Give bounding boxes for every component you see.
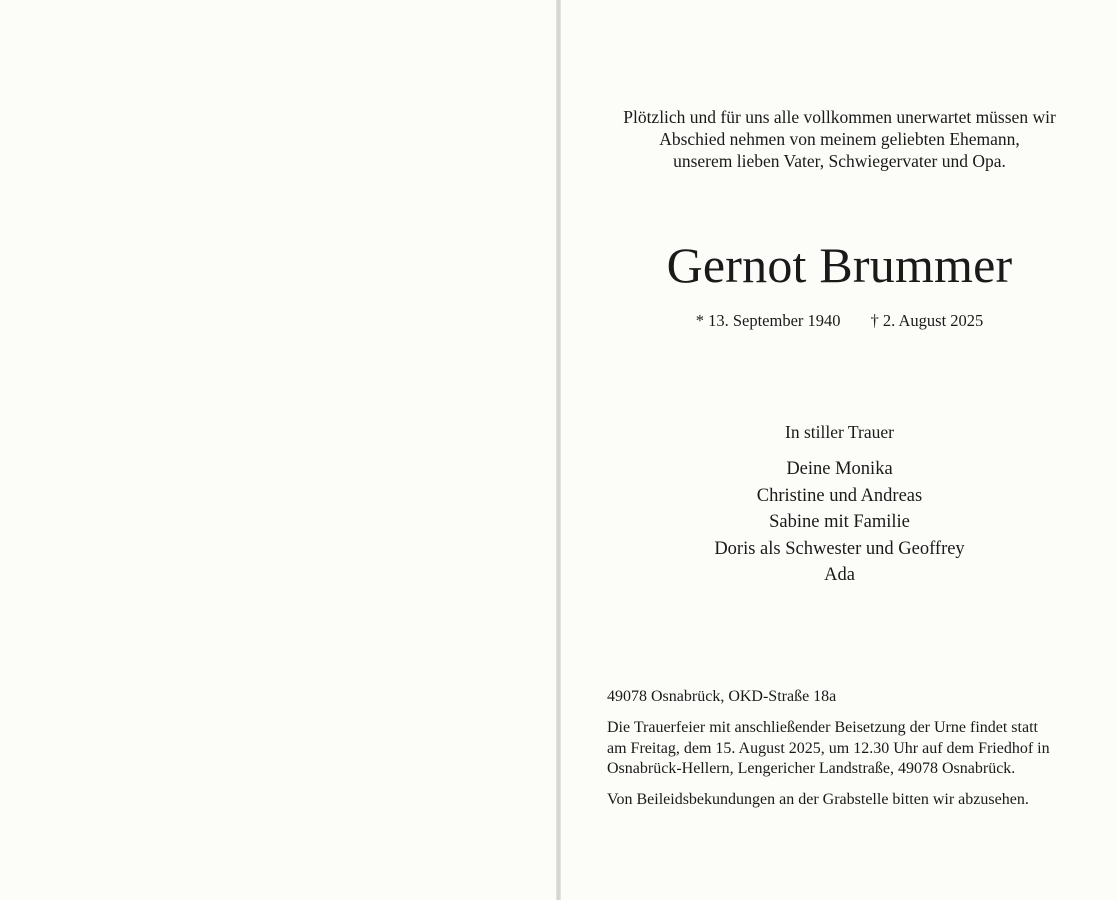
obituary-page bbox=[561, 0, 1118, 900]
mourner-name: Ada bbox=[824, 565, 855, 586]
intro-line: Plötzlich und für uns alle vollkommen unerwartet müssen wir bbox=[623, 107, 1056, 127]
mourner-name: Sabine mit Familie bbox=[769, 512, 910, 533]
birth-date: * 13. September 1940 bbox=[695, 311, 841, 330]
left-page bbox=[0, 0, 556, 900]
mourners-list bbox=[561, 456, 1118, 589]
intro-text bbox=[561, 106, 1118, 172]
intro-line: Abschied nehmen von meinem geliebten Ehemann, bbox=[659, 129, 1020, 149]
life-dates bbox=[561, 311, 1118, 331]
ceremony-line: Osnabrück-Hellern, Lengericher Landstraße, 49078 Osnabrück. bbox=[607, 760, 1016, 777]
mourner-name: Christine und Andreas bbox=[756, 485, 923, 506]
ceremony-line: Die Trauerfeier mit anschließender Beisetzung der Urne findet statt bbox=[607, 719, 1038, 736]
death-date: † 2. August 2025 bbox=[870, 311, 984, 330]
intro-line: unserem lieben Vater, Schwiegervater und Opa. bbox=[673, 151, 1006, 171]
deceased-name: Gernot Brummer bbox=[666, 237, 1013, 293]
mourner-name: Doris als Schwester und Geoffrey bbox=[714, 538, 965, 559]
condolence-note: Von Beileidsbekundungen an der Grabstelle bitten wir abzusehen. bbox=[607, 791, 1029, 808]
family-address: 49078 Osnabrück, OKD-Straße 18a bbox=[607, 688, 837, 705]
mourning-heading: In stiller Trauer bbox=[785, 422, 894, 442]
ceremony-line: am Freitag, dem 15. August 2025, um 12.30 Uhr auf dem Friedhof in bbox=[607, 739, 1050, 757]
mourner-name: Deine Monika bbox=[786, 459, 893, 479]
ceremony-info bbox=[607, 718, 1071, 780]
